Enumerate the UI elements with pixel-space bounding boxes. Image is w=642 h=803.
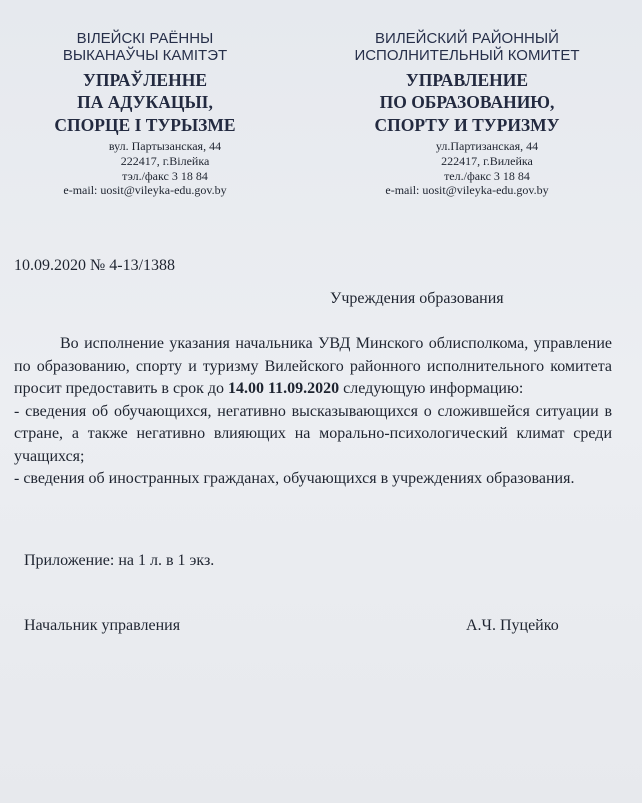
letterhead-russian	[352, 30, 582, 198]
document-number: 10.09.2020 № 4-13/1388	[14, 257, 176, 274]
org-name-line1: ВИЛЕЙСКИЙ РАЙОННЫЙ	[375, 30, 559, 47]
address-block	[352, 139, 582, 184]
dept-name-line2: ПО ОБРАЗОВАНИЮ,	[379, 92, 555, 113]
org-name-line1: ВІЛЕЙСКІ РАЁННЫ	[76, 30, 214, 47]
postal-address: 222417, г.Вілейка	[120, 153, 210, 168]
phone-fax: тэл./факс 3 18 84	[122, 168, 208, 183]
dept-name	[30, 69, 260, 137]
request-item-2: - сведения об иностранных гражданах, обучающихся в учреждениях образования.	[14, 470, 575, 487]
phone-fax: тел./факс 3 18 84	[444, 168, 530, 183]
org-name-line2: ВЫКАНАЎЧЫ КАМІТЭТ	[62, 47, 228, 65]
deadline: 14.00 11.09.2020	[227, 380, 340, 397]
dept-name	[352, 69, 582, 137]
signer-title: Начальник управления	[24, 617, 181, 634]
dept-name-line3: СПОРЦЕ І ТУРЫЗМЕ	[54, 115, 236, 135]
signer-name: А.Ч. Пуцейко	[466, 617, 559, 634]
letter-body	[14, 333, 612, 491]
body-intro-end: следующую информацию:	[343, 380, 524, 397]
request-item-1: - сведения об обучающихся, негативно высказывающихся о сложившейся ситуации в стране, а также негативно влияющих на морально-психологический климат среди учащихся;	[14, 402, 612, 465]
street-address: ул.Партизанская, 44	[435, 138, 539, 153]
dept-name-line1: УПРАЎЛЕННЕ	[83, 69, 207, 90]
body-intro-paragraph	[14, 333, 612, 401]
email-address: e-mail: uosit@vileyka-edu.gov.by	[63, 182, 227, 197]
dept-name-line1: УПРАВЛЕНИЕ	[405, 69, 529, 90]
address-block	[30, 139, 260, 184]
body-intro: Во исполнение указания начальника УВД Минского облисполкома, управление по образованию, спорту и туризму Вилейского районного исполнительного комитета просит предоставить в срок до	[14, 335, 612, 397]
letterhead-belarusian	[30, 30, 260, 198]
dept-name-line3: СПОРТУ И ТУРИЗМУ	[374, 115, 560, 135]
dept-name-line2: ПА АДУКАЦЫІ,	[77, 92, 213, 113]
street-address: вул. Партызанская, 44	[108, 138, 222, 153]
recipient: Учреждения образования	[330, 290, 504, 307]
org-name-line2: ИСПОЛНИТЕЛЬНЫЙ КОМИТЕТ	[354, 47, 580, 65]
email-address: e-mail: uosit@vileyka-edu.gov.by	[385, 182, 549, 197]
postal-address: 222417, г.Вилейка	[441, 153, 533, 168]
appendix-note: Приложение: на 1 л. в 1 экз.	[24, 552, 215, 569]
